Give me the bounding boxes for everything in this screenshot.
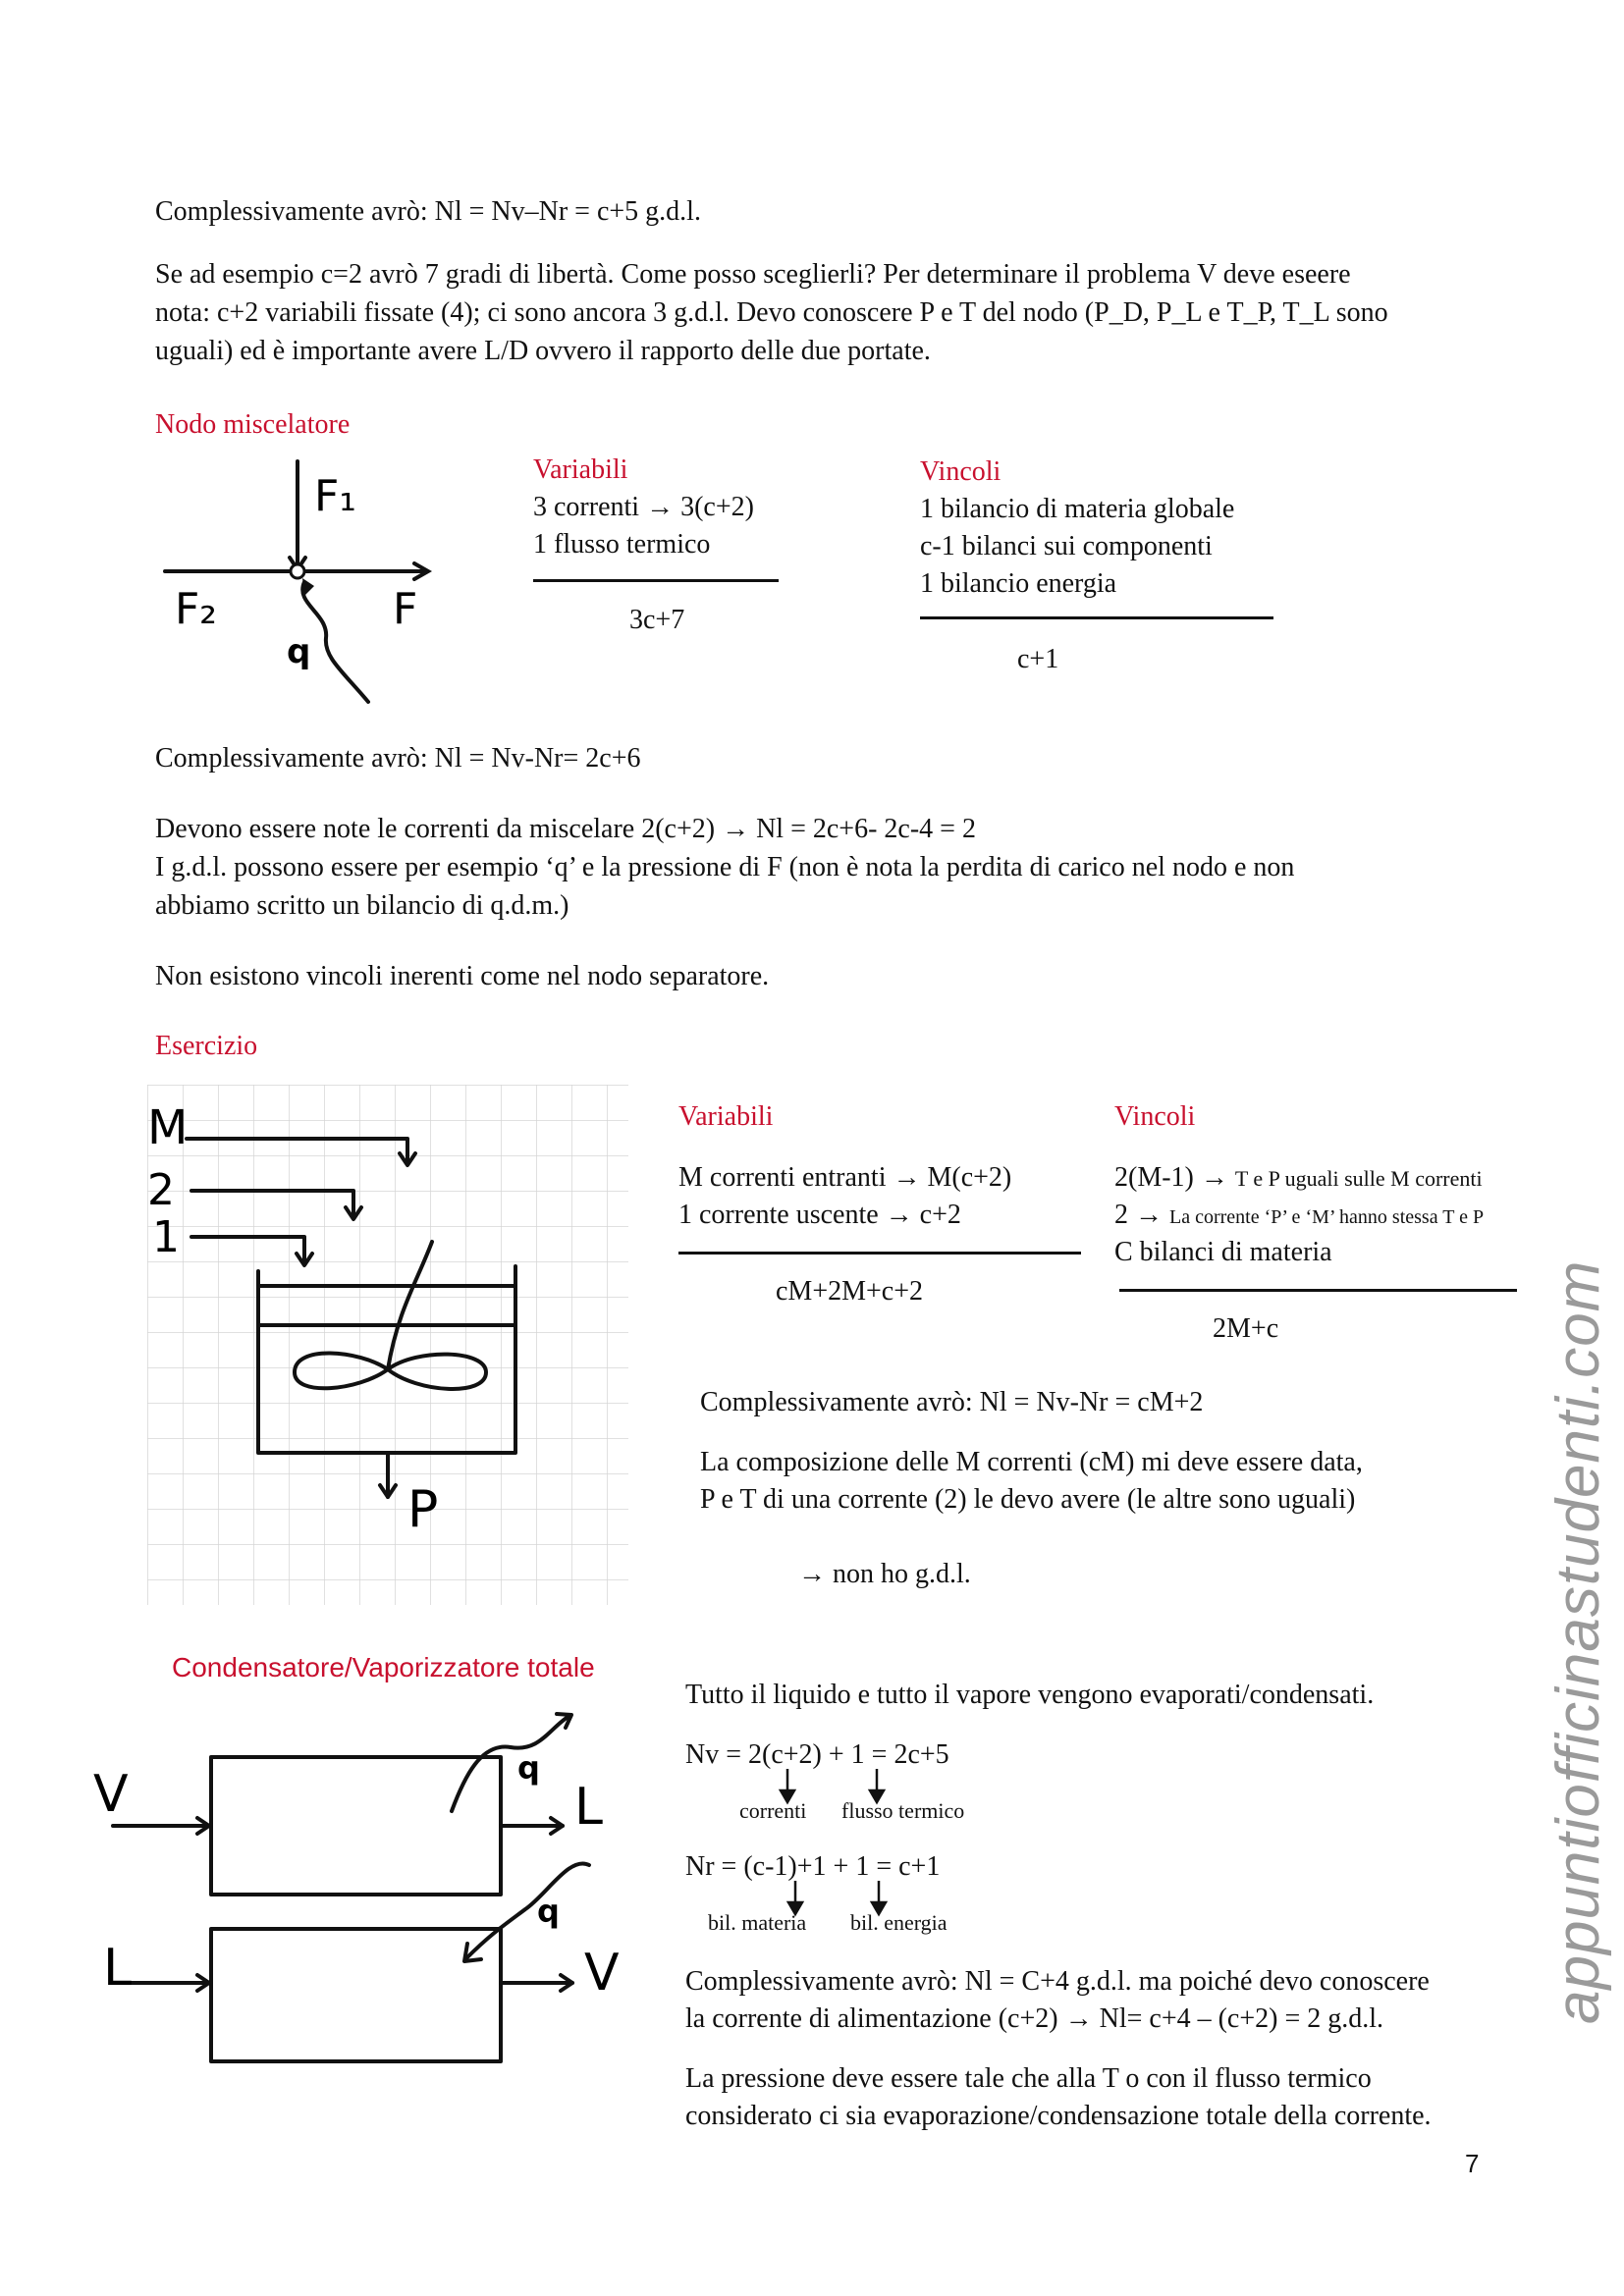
nodo-paragraph: Devono essere note le correnti da miscelare 2(c+2) → Nl = 2c+6- 2c-4 = 2: [155, 814, 976, 844]
section-heading-nodo: Nodo miscelatore: [155, 409, 351, 440]
nodo-paragraph: I g.d.l. possono essere per esempio ‘q’ e la pressione di F (non è nota la perdita di carico nel nodo e non: [155, 852, 1295, 882]
nodo-summary: Complessivamente avrò: Nl = Nv-Nr= 2c+6: [155, 743, 641, 774]
label-f1: F₁: [314, 471, 356, 521]
esercizio-paragraph: La composizione delle M correnti (cM) mi deve essere data,: [700, 1447, 1363, 1477]
label-q-bottom: q: [537, 1893, 560, 1930]
paragraph-line-2: nota: c+2 variabili fissate (4); ci sono ancora 3 g.d.l. Devo conoscere P e T del nodo (P_D, P_L e T_P, T_L sono: [155, 297, 1388, 328]
nodo-vincoli-item: c-1 bilanci sui componenti: [920, 531, 1213, 561]
nr-note-energia: bil. energia: [850, 1910, 947, 1935]
nodo-variabili-title: Variabili: [533, 454, 628, 485]
label-l-in: L: [103, 1939, 132, 1998]
watermark: appuntiofficinastudenti.com: [1544, 1259, 1612, 2024]
nodo-vincoli-title: Vincoli: [920, 456, 1001, 487]
esercizio-vincoli-title: Vincoli: [1114, 1101, 1196, 1132]
condensatore-pressure: La pressione deve essere tale che alla T o con il flusso termico: [685, 2063, 1372, 2094]
condensatore-summary: Complessivamente avrò: Nl = C+4 g.d.l. ma poiché devo conoscere: [685, 1966, 1430, 1997]
nodo-variabili-item: 1 flusso termico: [533, 529, 711, 560]
nodo-variabili-item: 3 correnti → 3(c+2): [533, 492, 754, 522]
esercizio-variabili-title: Variabili: [678, 1101, 774, 1132]
section-heading-esercizio: Esercizio: [155, 1031, 258, 1061]
nodo-vincoli-item: 1 bilancio energia: [920, 568, 1117, 599]
divider: [678, 1252, 1081, 1255]
nv-note-correnti: correnti: [739, 1798, 807, 1823]
divider: [1119, 1289, 1517, 1292]
esercizio-conclusion: → non ho g.d.l.: [798, 1559, 971, 1589]
esercizio-vincoli-item: 2(M-1) → T e P uguali sulle M correnti: [1114, 1162, 1483, 1193]
mixer-node-sketch: [157, 456, 452, 712]
paragraph-line-1: Se ad esempio c=2 avrò 7 gradi di libertà. Come posso sceglierli? Per determinare il problema V deve eseere: [155, 259, 1351, 290]
esercizio-summary: Complessivamente avrò: Nl = Nv-Nr = cM+2: [700, 1387, 1204, 1417]
mixer-tank-sketch: [147, 1085, 628, 1605]
nv-equation: Nv = 2(c+2) + 1 = 2c+5: [685, 1739, 949, 1770]
nodo-vincoli-total: c+1: [1017, 644, 1059, 674]
nodo-paragraph: abbiamo scritto un bilancio di q.d.m.): [155, 890, 569, 921]
page-number: 7: [1465, 2149, 1480, 2178]
nv-note-flusso: flusso termico: [841, 1798, 965, 1823]
esercizio-paragraph: P e T di una corrente (2) le devo avere (le altre sono uguali): [700, 1484, 1356, 1515]
esercizio-variabili-item: 1 corrente uscente → c+2: [678, 1200, 961, 1230]
label-q-top: q: [517, 1749, 540, 1787]
nr-equation: Nr = (c-1)+1 + 1 = c+1: [685, 1851, 941, 1882]
divider: [920, 616, 1273, 619]
summary-separator: Complessivamente avrò: Nl = Nv–Nr = c+5 g.d.l.: [155, 196, 701, 227]
label-f2: F₂: [175, 584, 217, 634]
nodo-paragraph: Non esistono vincoli inerenti come nel nodo separatore.: [155, 961, 770, 991]
esercizio-vincoli-item: C bilanci di materia: [1114, 1237, 1332, 1267]
condensatore-summary: la corrente di alimentazione (c+2) → Nl= c+4 – (c+2) = 2 g.d.l.: [685, 2003, 1384, 2034]
nodo-vincoli-item: 1 bilancio di materia globale: [920, 494, 1235, 524]
divider: [533, 579, 779, 582]
label-f: F: [393, 584, 418, 634]
label-l-out: L: [574, 1778, 603, 1837]
nr-note-materia: bil. materia: [708, 1910, 807, 1935]
esercizio-vincoli-total: 2M+c: [1213, 1313, 1279, 1344]
label-2: 2: [147, 1165, 175, 1215]
condensatore-pressure: considerato ci sia evaporazione/condensazione totale della corrente.: [685, 2101, 1432, 2131]
label-p: P: [407, 1480, 439, 1539]
label-1: 1: [152, 1212, 180, 1262]
condenser-vaporizer-sketch: [93, 1708, 643, 2081]
label-m: M: [147, 1100, 189, 1155]
nodo-variabili-total: 3c+7: [629, 605, 685, 635]
condensatore-intro: Tutto il liquido e tutto il vapore vengono evaporati/condensati.: [685, 1680, 1375, 1710]
label-v-out: V: [584, 1944, 620, 2002]
label-q: q: [287, 632, 311, 671]
esercizio-vincoli-item: 2 → La corrente ‘P’ e ‘M’ hanno stessa T e P: [1114, 1200, 1485, 1230]
esercizio-variabili-item: M correnti entranti → M(c+2): [678, 1162, 1012, 1193]
paragraph-line-3: uguali) ed è importante avere L/D ovvero il rapporto delle due portate.: [155, 336, 931, 366]
section-heading-condensatore: Condensatore/Vaporizzatore totale: [172, 1652, 595, 1682]
esercizio-variabili-total: cM+2M+c+2: [776, 1276, 924, 1307]
label-v-in: V: [93, 1765, 129, 1824]
